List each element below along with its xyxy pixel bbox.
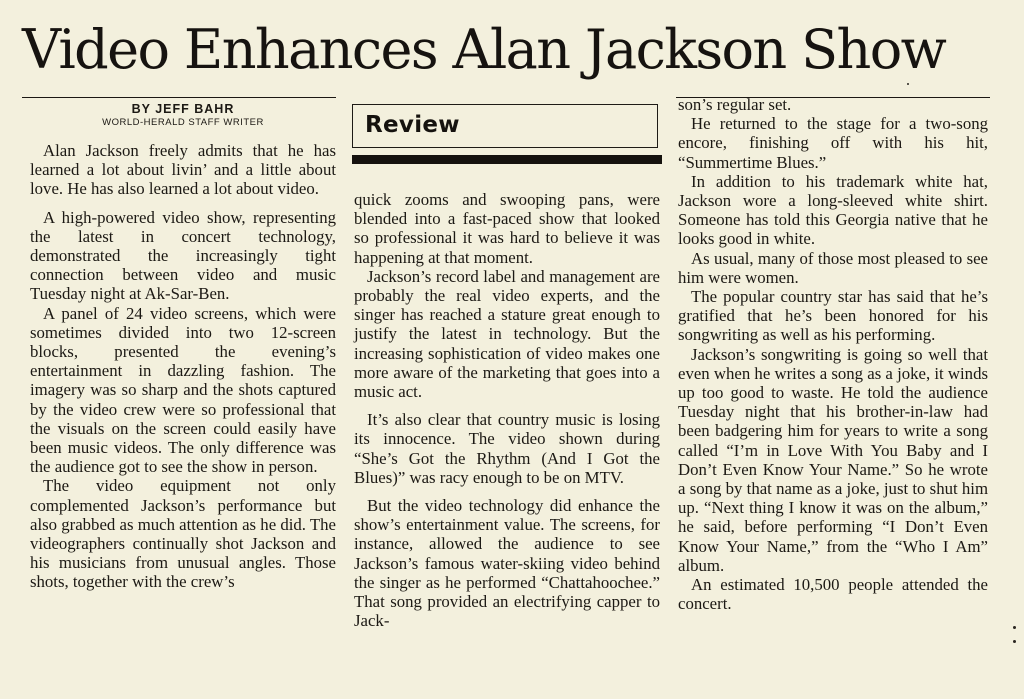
byline-organization: WORLD-HERALD STAFF WRITER xyxy=(102,117,264,128)
print-speck xyxy=(1013,640,1016,643)
article-paragraph: Alan Jackson freely admits that he has learned a lot about livin’ and a little about love. He has also learned a lot about video. xyxy=(30,141,336,199)
print-speck xyxy=(907,83,909,85)
review-divider-bar xyxy=(352,155,662,164)
review-label: Review xyxy=(365,112,460,138)
article-paragraph: He returned to the stage for a two-song encore, finishing off with his hit, “Summertime Blues.” xyxy=(678,114,988,172)
review-box xyxy=(352,104,658,148)
article-paragraph: The video equipment not only complemented Jackson’s performance but also grabbed as much attention as he did. The videographers continually shot Jackson and his musicians from unusual angles. Those shots, together with the crew’s xyxy=(30,476,336,592)
column1-top-rule xyxy=(22,97,336,98)
byline-author: BY JEFF BAHR xyxy=(131,102,235,116)
article-paragraph: A panel of 24 video screens, which were sometimes divided into two 12-screen blocks, presented the evening’s entertainment in dazzling fashion. The imagery was so sharp and the shots captured by the video crew were so professional that the visuals on the screen could easily have been music videos. The only difference was the audience got to see the show in person. xyxy=(30,303,336,477)
print-speck xyxy=(1013,626,1016,629)
column-2 xyxy=(354,190,660,630)
column-3 xyxy=(678,95,988,613)
article-paragraph: It’s also clear that country music is losing its innocence. The video shown during “She’s Got the Rhythm (And I Got the Blues)” was racy enough to be on MTV. xyxy=(354,410,660,487)
article-paragraph: An estimated 10,500 people attended the concert. xyxy=(678,575,988,614)
article-paragraph: Jackson’s songwriting is going so well that even when he writes a song as a joke, it winds up too good to waste. He told the audience Tuesday night that his brother-in-law had been badgering him for years to write a song called “I’m in Love With You Baby and I Don’t Even Know Your Name.” So he wrote a song by that name as a joke, just to shut him up. “Next thing I know it was on the album,” he said, before performing “I Don’t Even Know Your Name,” from the “Who I Am” album. xyxy=(678,344,988,575)
article-paragraph: As usual, many of those most pleased to see him were women. xyxy=(678,248,988,287)
article-paragraph: son’s regular set. xyxy=(678,95,792,114)
article-paragraph: The popular country star has said that he’s gratified that he’s been honored for his songwriting as well as his performing. xyxy=(678,287,988,345)
article-paragraph: Jackson’s record label and management are probably the real video experts, and the singer has reached a stature great enough to justify the latest in technology. But the increasing sophistication of video makes one more aware of the marketing that goes into a music act. xyxy=(354,266,660,402)
headline: Video Enhances Alan Jackson Show xyxy=(22,18,946,81)
article-paragraph: A high-powered video show, representing the latest in concert technology, demonstrated the increasingly tight connection between video and music Tuesday night at Ak-Sar-Ben. xyxy=(30,207,336,304)
article-paragraph: In addition to his trademark white hat, Jackson wore a long-sleeved white shirt. Someone has told this Georgia native that he looks good in white. xyxy=(678,171,988,249)
column-1 xyxy=(30,102,336,592)
article-paragraph: But the video technology did enhance the show’s entertainment value. The screens, for instance, allowed the audience to see Jackson’s famous water-skiing video behind the singer as he performed “Chattahoochee.” That song provided an electrifying capper to Jack- xyxy=(354,496,660,631)
article-paragraph: quick zooms and swooping pans, were blended into a fast-paced show that looked so professional it was hard to believe it was happening at that moment. xyxy=(354,190,660,267)
byline xyxy=(30,102,336,129)
